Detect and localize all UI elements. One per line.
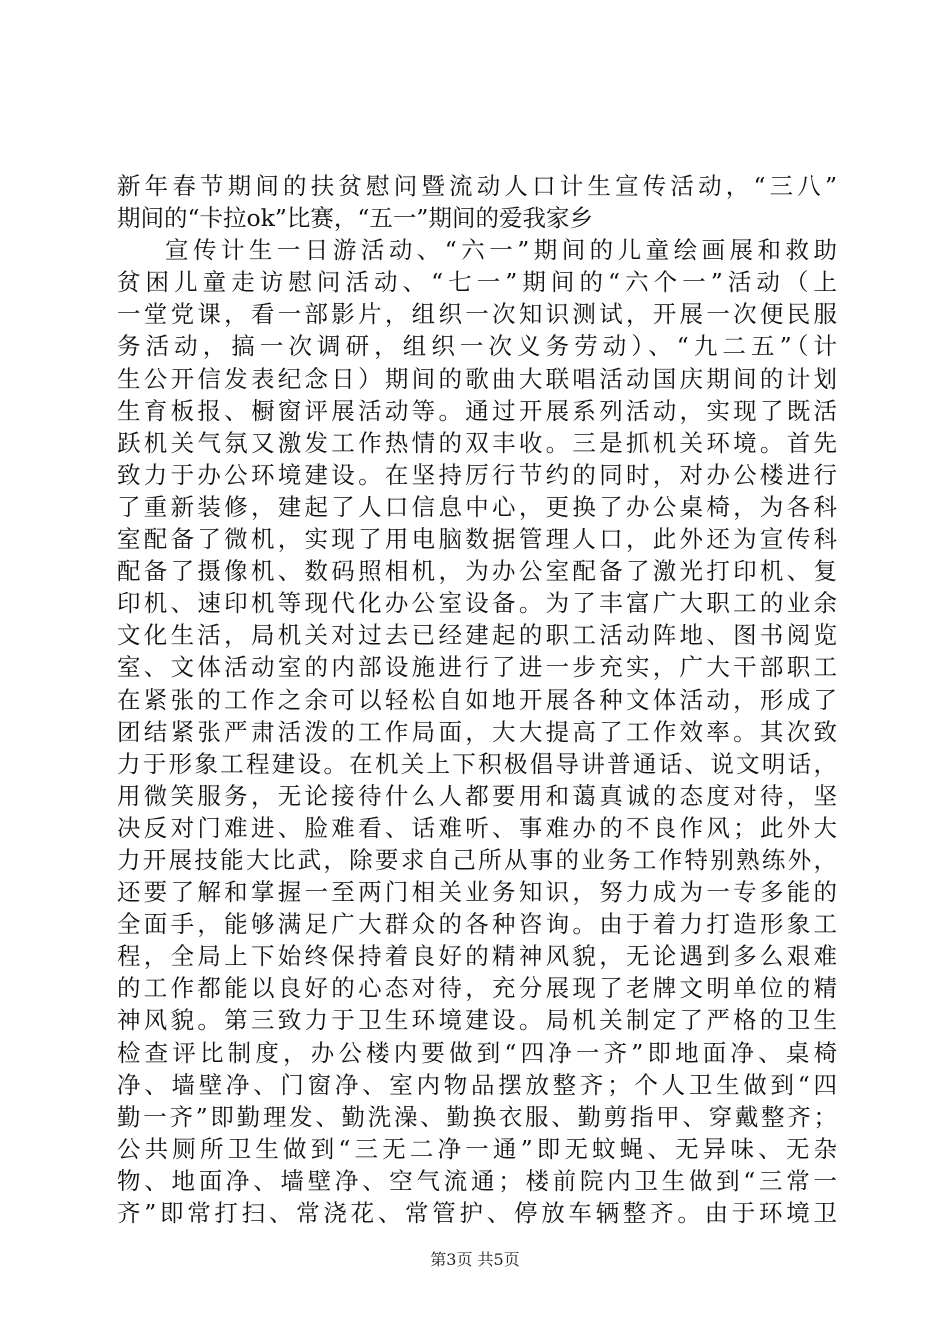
text-line: 团结紧张严肃活泼的工作局面，大大提高了工作效率。其次致 (117, 717, 837, 746)
text-line: 室、文体活动室的内部设施进行了进一步充实，广大干部职工 (117, 653, 837, 682)
text-line: 生育板报、橱窗评展活动等。通过开展系列活动，实现了既活 (117, 396, 837, 425)
text-line: 印机、速印机等现代化办公室设备。为了丰富广大职工的业余 (117, 589, 837, 618)
text-line: 生公开信发表纪念日）期间的歌曲大联唱活动国庆期间的计划 (117, 364, 837, 393)
text-line: 务活动，搞一次调研，组织一次义务劳动）、“九二五”（计 (117, 332, 837, 361)
text-line: 跃机关气氛又激发工作热情的双丰收。三是抓机关环境。首先 (117, 428, 837, 457)
body-text (117, 170, 837, 1229)
text-line: 还要了解和掌握一至两门相关业务知识，努力成为一专多能的 (117, 878, 837, 907)
text-line: 力开展技能大比武，除要求自己所从事的业务工作特别熟练外， (117, 845, 837, 874)
text-line: 宣传计生一日游活动、“六一”期间的儿童绘画展和救助 (165, 236, 837, 265)
text-line: 程，全局上下始终保持着良好的精神风貌，无论遇到多么艰难 (117, 942, 837, 971)
text-line: 室配备了微机，实现了用电脑数据管理人口，此外还为宣传科 (117, 525, 837, 554)
text-line: 文化生活，局机关对过去已经建起的职工活动阵地、图书阅览 (117, 621, 837, 650)
page-footer: 第3页 共5页 (430, 1250, 520, 1269)
text-line: 配备了摄像机、数码照相机，为办公室配备了激光打印机、复 (117, 557, 837, 586)
text-line: 物、地面净、墙壁净、空气流通；楼前院内卫生做到“三常一 (117, 1166, 837, 1195)
text-line: 期间的“卡拉ok”比赛，“五一”期间的爱我家乡 (117, 204, 593, 233)
text-line: 决反对门难进、脸难看、话难听、事难办的不良作风；此外大 (117, 813, 837, 842)
text-line: 力于形象工程建设。在机关上下积极倡导讲普通话、说文明话， (117, 749, 837, 778)
text-line: 全面手，能够满足广大群众的各种咨询。由于着力打造形象工 (117, 910, 837, 939)
text-line: 新年春节期间的扶贫慰问暨流动人口计生宣传活动，“三八” (117, 172, 837, 200)
text-line: 公共厕所卫生做到“三无二净一通”即无蚊蝇、无异味、无杂 (117, 1134, 837, 1163)
text-line: 齐”即常打扫、常浇花、常管护、停放车辆整齐。由于环境卫 (117, 1199, 837, 1227)
text-line: 检查评比制度，办公楼内要做到“四净一齐”即地面净、桌椅 (117, 1038, 837, 1067)
text-line: 一堂党课，看一部影片，组织一次知识测试，开展一次便民服 (117, 300, 837, 329)
text-line: 在紧张的工作之余可以轻松自如地开展各种文体活动，形成了 (117, 685, 837, 714)
text-line: 致力于办公环境建设。在坚持厉行节约的同时，对办公楼进行 (117, 460, 837, 489)
text-line: 净、墙壁净、门窗净、室内物品摆放整齐；个人卫生做到“四 (117, 1070, 837, 1099)
text-line: 勤一齐”即勤理发、勤洗澡、勤换衣服、勤剪指甲、穿戴整齐； (117, 1102, 837, 1131)
text-line: 神风貌。第三致力于卫生环境建设。局机关制定了严格的卫生 (117, 1006, 837, 1035)
text-line: 用微笑服务，无论接待什么人都要用和蔼真诚的态度对待，坚 (117, 781, 837, 810)
text-line: 的工作都能以良好的心态对待，充分展现了老牌文明单位的精 (117, 974, 837, 1003)
text-line: 贫困儿童走访慰问活动、“七一”期间的“六个一”活动（上 (117, 268, 837, 297)
text-line: 了重新装修，建起了人口信息中心，更换了办公桌椅，为各科 (117, 492, 837, 521)
